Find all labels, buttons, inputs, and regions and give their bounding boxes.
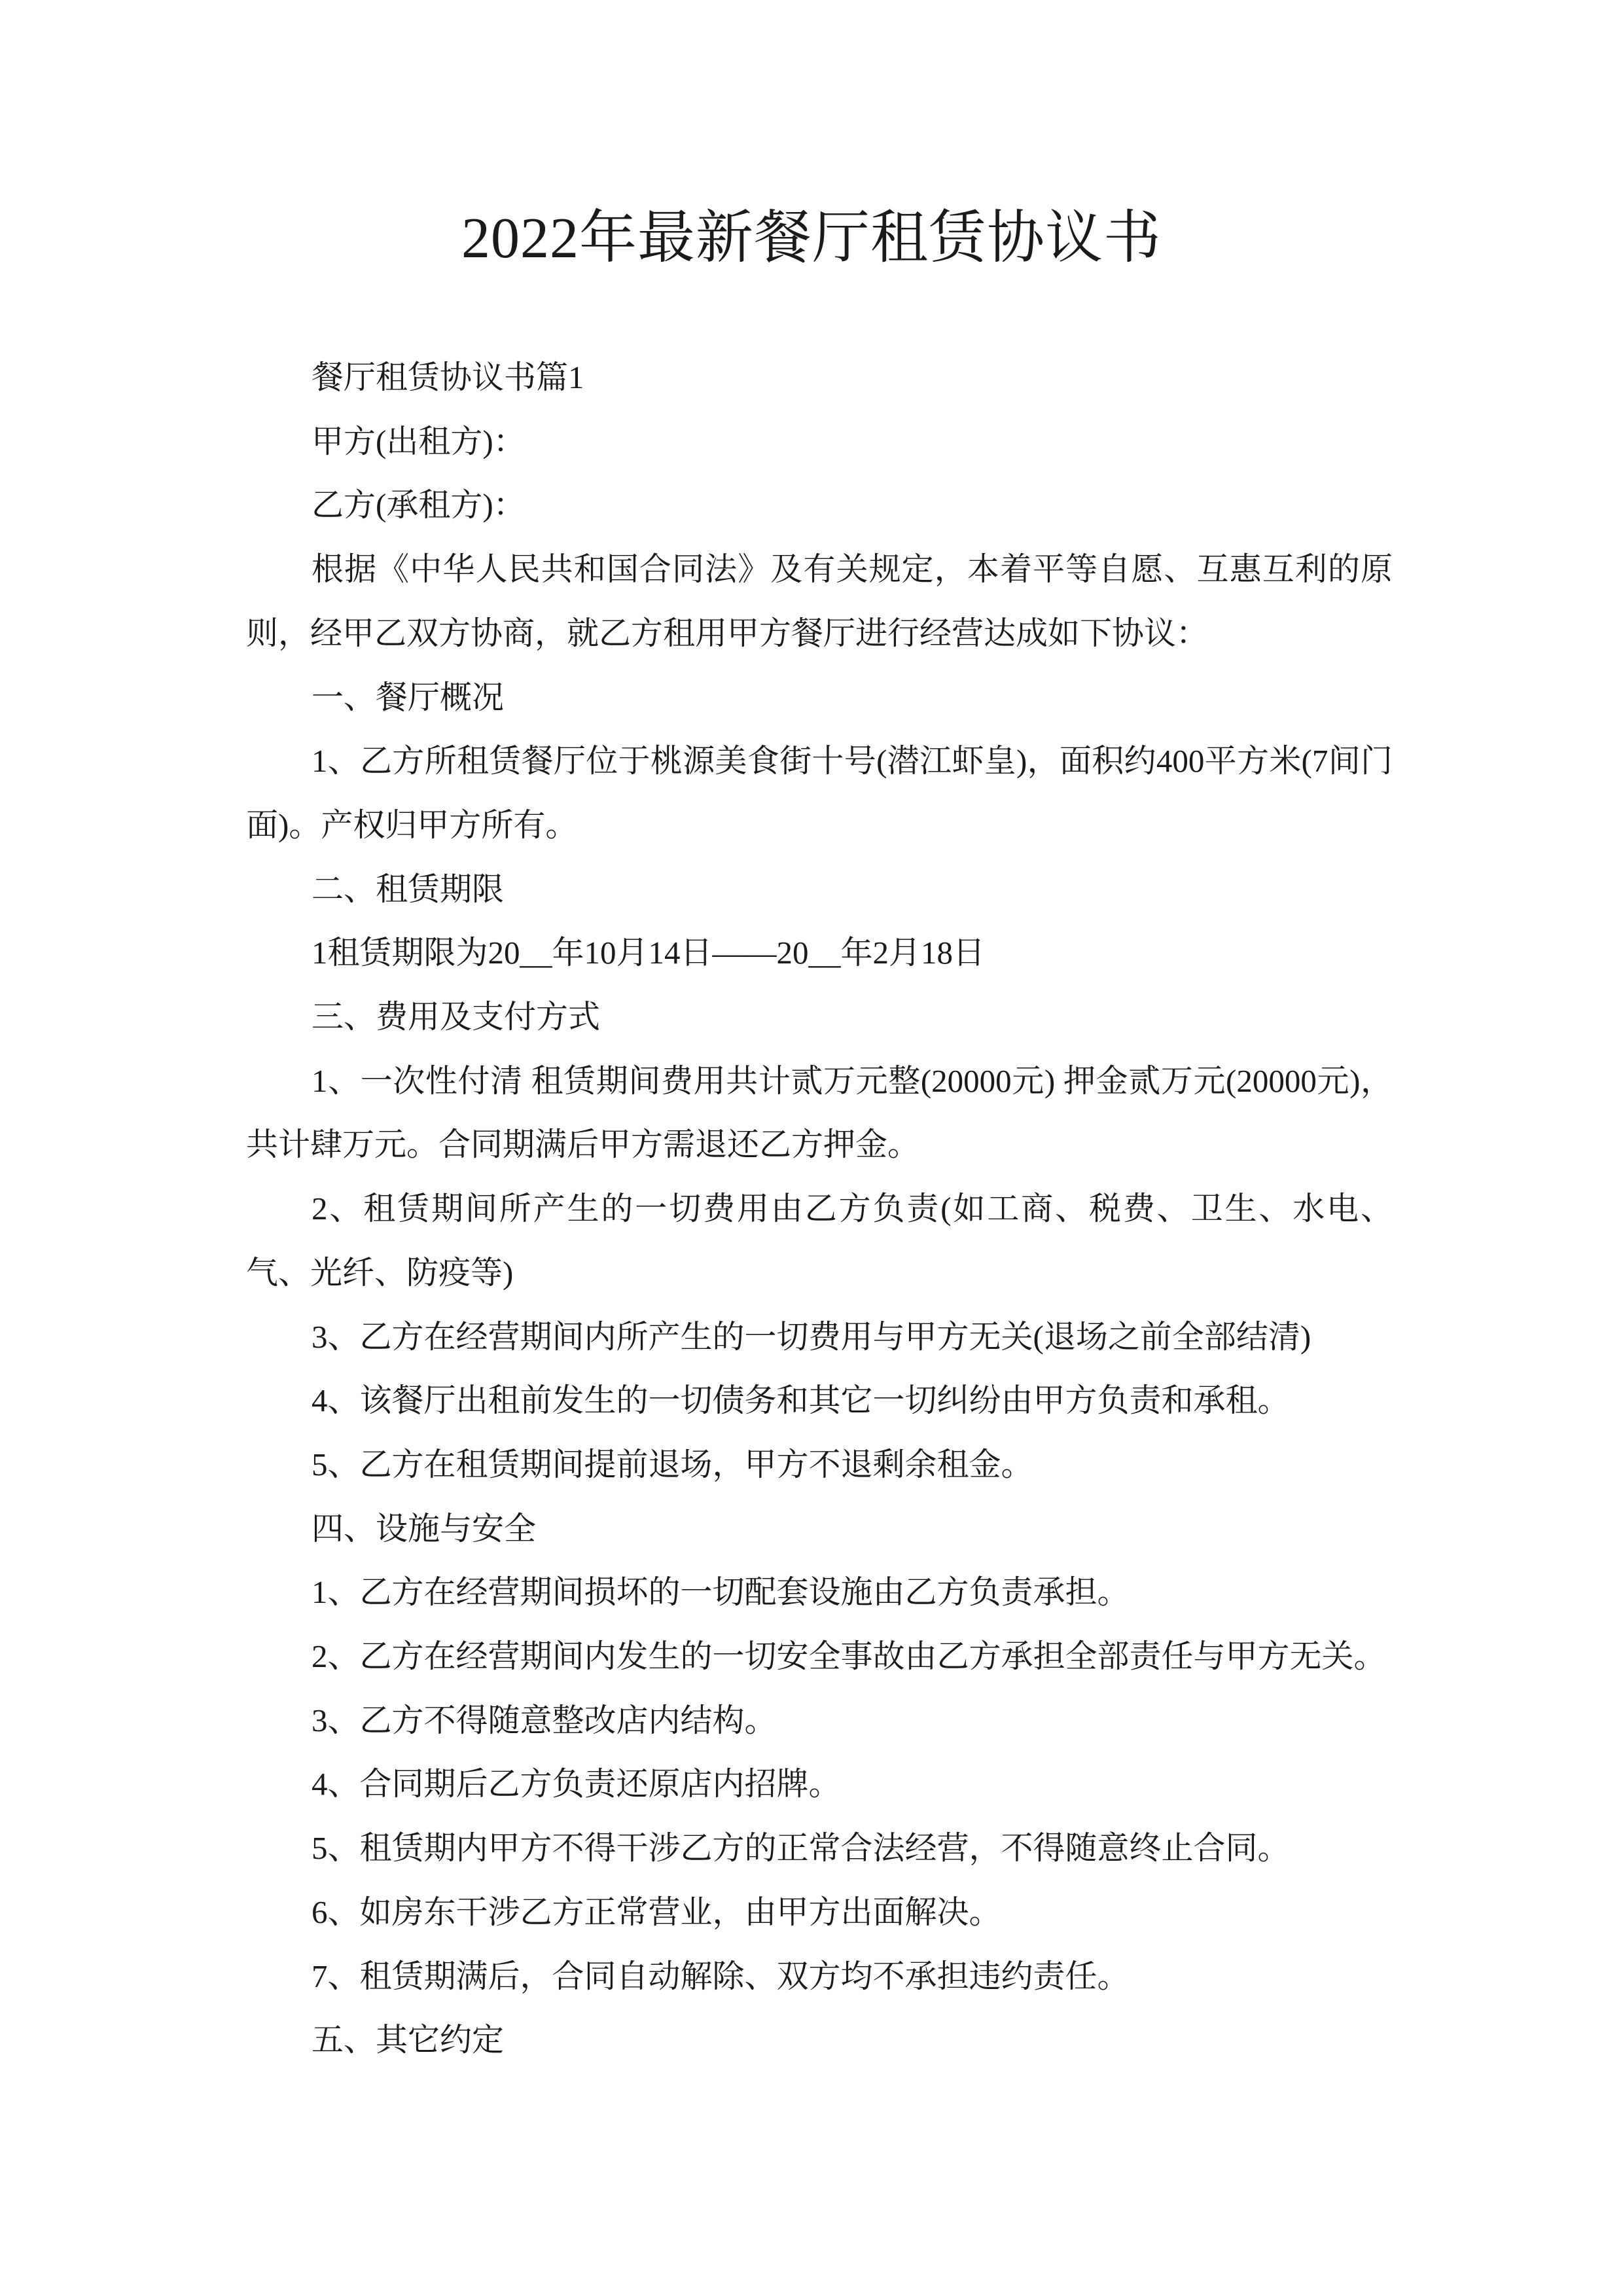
clause: 3、乙方在经营期间内所产生的一切费用与甲方无关(退场之前全部结清): [312, 1318, 1311, 1355]
subtitle: 餐厅租赁协议书篇1: [312, 359, 584, 395]
clause: 3、乙方不得随意整改店内结构。: [312, 1702, 777, 1738]
section-heading: 二、租赁期限: [312, 870, 505, 907]
clause: 1、一次性付清 租赁期间费用共计贰万元整(20000元) 押金贰万元(20000元)，共计肆万元。合同期满后甲方需退还乙方押金。: [246, 1062, 1393, 1163]
clause: 1、乙方在经营期间损坏的一切配套设施由乙方负责承担。: [312, 1574, 1130, 1611]
preamble: 根据《中华人民共和国合同法》及有关规定，本着平等自愿、互惠互利的原则，经甲乙双方协商，就乙方租用甲方餐厅进行经营达成如下协议：: [246, 551, 1393, 651]
section-heading: 三、费用及支付方式: [312, 999, 601, 1035]
party-b-line: 乙方(承租方)：: [312, 487, 526, 524]
clause: 5、乙方在租赁期间提前退场，甲方不退剩余租金。: [312, 1446, 1033, 1482]
clause: 1、乙方所租赁餐厅位于桃源美食街十号(潜江虾皇)，面积约400平方米(7间门面)。产权归甲方所有。: [246, 743, 1393, 843]
clause: 5、租赁期内甲方不得干涉乙方的正常合法经营，不得随意终止合同。: [312, 1830, 1290, 1867]
clause: 4、合同期后乙方负责还原店内招牌。: [312, 1766, 841, 1803]
document-body: [246, 346, 1393, 2072]
section-heading: 一、餐厅概况: [312, 679, 505, 715]
section-heading: 四、设施与安全: [312, 1510, 537, 1547]
clause: 2、乙方在经营期间内发生的一切安全事故由乙方承担全部责任与甲方无关。: [312, 1638, 1386, 1675]
section-heading: 五、其它约定: [312, 2022, 505, 2058]
clause: 1租赁期限为20__年10月14日——20__年2月18日: [312, 935, 986, 971]
clause: 6、如房东干涉乙方正常营业，由甲方出面解决。: [312, 1893, 1001, 1930]
clause: 4、该餐厅出租前发生的一切债务和其它一切纠纷由甲方负责和承租。: [312, 1382, 1290, 1419]
document-title: 2022年最新餐厅租赁协议书: [461, 207, 1162, 270]
clause: 2、租赁期间所产生的一切费用由乙方负责(如工商、税费、卫生、水电、气、光纤、防疫等): [246, 1191, 1393, 1291]
clause: 7、租赁期满后，合同自动解除、双方均不承担违约责任。: [312, 1958, 1130, 1994]
party-a-line: 甲方(出租方)：: [312, 423, 526, 459]
